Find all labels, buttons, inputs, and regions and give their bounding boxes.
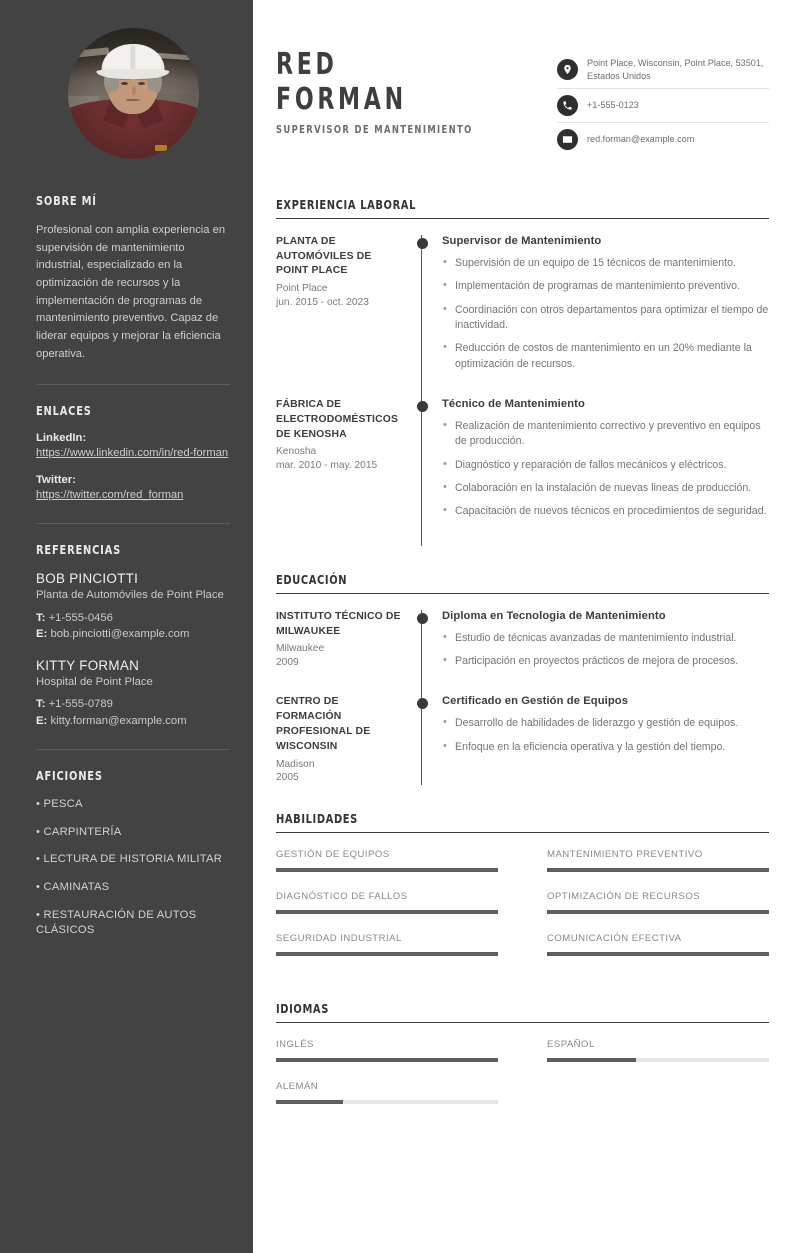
reference-email-row [36,626,230,642]
experience-dates: jun. 2015 - oct. 2023 [276,296,369,308]
language-bar-track [547,1058,769,1062]
email-value: kitty.forman@example.com [50,714,187,727]
reference-org: Hospital de Point Place [36,675,153,688]
linkedin-link[interactable]: https://www.linkedin.com/in/red-forman [36,446,229,459]
references-section [36,542,230,729]
timeline-dot [417,613,428,624]
bullet: • Reducción de costos de mantenimiento en un 20% mediante la optimización de recursos. [442,341,769,372]
last-name: FORMAN [276,81,407,117]
bullet: • Enfoque en la eficiencia operativa y la gestión del tiempo. [442,740,769,755]
bullet: • Estudio de técnicas avanzadas de mantenimiento industrial. [442,631,769,646]
language-label: ALEMÁN [276,1081,319,1093]
skill-bar-track [276,952,498,956]
skill-bar-fill [547,952,769,956]
link-item-twitter [36,474,230,503]
header [276,44,769,157]
contact-row-phone [557,89,769,123]
skill-item [276,849,498,872]
language-item [276,1039,498,1062]
timeline-axis [414,235,430,398]
language-item [276,1081,498,1104]
education-meta [276,610,414,696]
bullet: • Capacitación de nuevos técnicos en procedimientos de seguridad. [442,504,769,519]
education-item [276,695,769,785]
location-pin-icon [557,59,578,80]
skill-bar-track [276,910,498,914]
experience-item [276,398,769,546]
experience-detail [430,235,769,398]
skill-label: MANTENIMIENTO PREVENTIVO [547,849,703,861]
language-bar-track [276,1058,498,1062]
skill-bar-track [276,868,498,872]
divider [36,523,230,524]
skill-label: DIAGNÓSTICO DE FALLOS [276,891,408,903]
contact-row-email [557,123,769,157]
languages-section [276,1001,769,1123]
education-dates: 2005 [276,772,299,784]
bullet: • Participación en proyectos prácticos de mejora de procesos. [442,654,769,669]
timeline-axis [414,610,430,696]
experience-location: Point Place [276,283,328,295]
email-label: E: [36,628,48,641]
experience-location: Kenosha [276,446,317,458]
bullet: • Supervisión de un equipo de 15 técnicos de mantenimiento. [442,256,769,271]
contact-list [557,44,769,157]
reference-item [36,571,230,643]
experience-org: FÁBRICA DE ELECTRODOMÉSTICOS DE KENOSHA [276,398,399,440]
hobby-item: • PESCA [36,798,83,811]
profile-photo-container [36,28,230,159]
reference-item [36,658,230,730]
phone-text: +1-555-0123 [587,99,639,110]
about-heading: SOBRE MÍ [36,193,97,208]
skill-item [276,891,498,914]
experience-dates: mar. 2010 - may. 2015 [276,460,378,472]
education-bullets [442,716,769,755]
phone-value: +1-555-0456 [48,611,113,624]
section-divider [276,593,769,594]
skill-label: SEGURIDAD INDUSTRIAL [276,933,402,945]
profile-photo [68,28,199,159]
address-text: Point Place, Wisconsin, Point Place, 53501, Estados Unidos [587,58,764,81]
section-divider [276,1022,769,1023]
education-degree: Diploma en Tecnologia de Mantenimiento [442,609,666,622]
education-location: Madison [276,758,315,770]
language-bar-fill [276,1058,498,1062]
bullet: • Desarrollo de habilidades de liderazgo y gestión de equipos. [442,716,769,731]
experience-bullets [442,256,769,372]
experience-heading: EXPERIENCIA LABORAL [276,196,417,212]
hobby-item: • CARPINTERÍA [36,825,122,838]
language-label: INGLÉS [276,1039,314,1051]
education-bullets [442,631,769,670]
email-value: bob.pinciotti@example.com [50,628,190,641]
section-divider [276,832,769,833]
experience-detail [430,398,769,546]
hobbies-section [36,768,230,939]
skill-label: COMUNICACIÓN EFECTIVA [547,933,682,945]
name-block [276,44,507,136]
divider [36,384,230,385]
reference-org: Planta de Automóviles de Point Place [36,588,224,601]
education-detail [430,695,769,785]
email-label: E: [36,714,48,727]
skills-heading: HABILIDADES [276,811,358,827]
skill-item [547,891,769,914]
reference-email-row [36,713,230,729]
experience-section [276,197,769,546]
first-name: RED [276,47,338,82]
language-bar-track [276,1100,498,1104]
skill-bar-fill [276,910,498,914]
timeline-dot [417,401,428,412]
language-item [547,1039,769,1062]
reference-name: KITTY FORMAN [36,657,140,673]
education-location: Milwaukee [276,643,325,655]
phone-label: T: [36,698,46,711]
phone-value: +1-555-0789 [48,698,113,711]
education-heading: EDUCACIÓN [276,571,348,587]
timeline-axis [414,695,430,785]
hobbies-heading: AFICIONES [36,768,103,784]
skill-item [547,849,769,872]
envelope-icon [557,129,578,150]
language-bar-fill [276,1100,343,1104]
skill-bar-track [547,868,769,872]
experience-item [276,235,769,398]
hobby-item: • RESTAURACIÓN DE AUTOS CLÁSICOS [36,908,197,937]
education-section [276,572,769,785]
section-divider [276,218,769,219]
timeline-dot [417,238,428,249]
experience-bullets [442,419,769,520]
education-detail [430,610,769,696]
education-dates: 2009 [276,657,299,669]
link-label: LinkedIn: [36,431,87,444]
about-text: Profesional con amplia experiencia en supervisión de mantenimiento industrial, especializado en la optimización de recursos y la implementación de programas de mantenimiento preventivo. Capaz de liderar equipos y mejorar la eficiencia operativa. [36,224,226,360]
bullet: • Implementación de programas de mantenimiento preventivo. [442,279,769,294]
experience-role: Técnico de Mantenimiento [442,397,585,410]
bullet: • Colaboración en la instalación de nuevas lineas de producción. [442,481,769,496]
references-heading: REFERENCIAS [36,541,122,557]
experience-role: Supervisor de Mantenimiento [442,234,602,247]
contact-row-address [557,52,769,89]
job-title: SUPERVISOR DE MANTENIMIENTO [276,122,473,136]
timeline-dot [417,698,428,709]
education-item [276,610,769,696]
experience-meta [276,235,414,398]
phone-label: T: [36,611,46,624]
twitter-link[interactable]: https://twitter.com/red_forman [36,488,184,501]
education-degree: Certificado en Gestión de Equipos [442,695,629,708]
phone-icon [557,95,578,116]
reference-name: BOB PINCIOTTI [36,570,139,586]
sidebar [0,0,253,1253]
hobby-item: • LECTURA DE HISTORIA MILITAR [36,853,223,866]
education-org: CENTRO DE FORMACIÓN PROFESIONAL DE WISCONSIN [276,696,371,752]
skill-bar-track [547,910,769,914]
education-meta [276,695,414,785]
links-section [36,403,230,503]
language-label: ESPAÑOL [547,1039,595,1051]
experience-meta [276,398,414,546]
bullet: • Coordinación con otros departamentos para optimizar el tiempo de inactividad. [442,303,769,334]
skill-item [547,933,769,956]
timeline-axis [414,398,430,546]
reference-phone-row [36,696,230,712]
email-text: red.forman@example.com [587,134,695,145]
experience-org: PLANTA DE AUTOMÓVILES DE POINT PLACE [276,235,372,277]
skill-bar-fill [276,868,498,872]
divider [36,749,230,750]
bullet: • Diagnóstico y reparación de fallos mecánicos y eléctricos. [442,458,769,473]
skills-section [276,811,769,975]
link-item-linkedin [36,432,230,461]
links-heading: ENLACES [36,402,92,418]
reference-phone-row [36,610,230,626]
skill-label: OPTIMIZACIÓN DE RECURSOS [547,891,701,903]
skill-bar-fill [547,910,769,914]
language-bar-fill [547,1058,636,1062]
link-label: Twitter: [36,473,76,486]
languages-grid [276,1039,769,1123]
bullet: • Realización de mantenimiento correctivo y preventivo en equipos de producción. [442,419,769,450]
skill-item [276,933,498,956]
hobby-item: • CAMINATAS [36,881,110,894]
skills-grid [276,849,769,975]
skill-bar-track [547,952,769,956]
main-content [253,0,794,1253]
skill-bar-fill [276,952,498,956]
skill-bar-fill [547,868,769,872]
languages-heading: IDIOMAS [276,1001,329,1017]
skill-label: GESTIÓN DE EQUIPOS [276,849,390,861]
education-org: INSTITUTO TÉCNICO DE MILWAUKEE [276,610,401,637]
about-section [36,193,230,364]
